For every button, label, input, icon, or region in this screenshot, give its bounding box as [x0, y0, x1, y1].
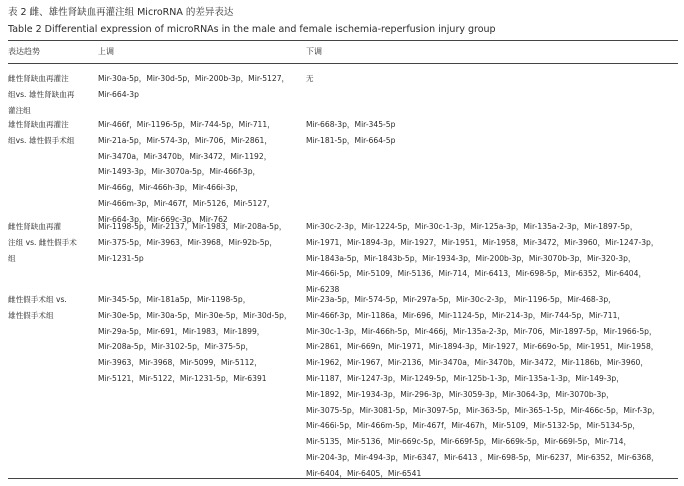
cell-line: Mir-6404，Mir-6405，Mir-6541 — [306, 468, 422, 478]
cell-line: Mir-204-3p，Mir-494-3p，Mir-6347，Mir-6413 ，Mir-698-5p，Mir-6237，Mir-6352，Mir-6368， — [306, 452, 659, 462]
cell-line: Mir-23a-5p，Mir-574-5p，Mir-297a-5p，Mir-30c-2-3p， Mir-1196-5p，Mir-468-3p， — [306, 295, 616, 304]
cell-line: Mir-208a-5p，Mir-3102-5p，Mir-375-5p， — [98, 342, 254, 352]
header-trend: 表达趋势 — [8, 47, 40, 56]
cell-line: 雌性肾缺血再灌 — [8, 222, 62, 231]
downregulated-cell — [306, 292, 680, 482]
cell-line: Mir-1892，Mir-1934-3p，Mir-296-3p，Mir-3059-3p，Mir-3064-3p，Mir-3070b-3p， — [306, 389, 614, 399]
cell-line: Mir-6238 — [306, 285, 340, 295]
trend-cell — [8, 71, 98, 118]
cell-line: Mir-1962，Mir-1967，Mir-2136，Mir-3470a，Mir-3470b，Mir-3472，Mir-1186b，Mir-3960， — [306, 358, 648, 368]
downregulated-cell — [306, 117, 680, 149]
top-rule — [8, 40, 678, 41]
cell-line: Mir-668-3p，Mir-345-5p — [306, 120, 396, 129]
cell-line: 雄性肾缺血再灌注 — [8, 120, 69, 129]
upregulated-cell — [98, 71, 308, 103]
cell-line: Mir-466m-3p，Mir-467f，Mir-5126，Mir-5127， — [98, 198, 275, 208]
cell-line: Mir-375-5p，Mir-3963，Mir-3968，Mir-92b-5p， — [98, 237, 277, 247]
cell-line: Mir-466i-5p，Mir-466m-5p，Mir-467f，Mir-467h，Mir-5109，Mir-5132-5p，Mir-5134-5p， — [306, 421, 640, 431]
bottom-rule — [8, 478, 678, 479]
cell-line: Mir-664-3p，Mir-669c-3p，Mir-762 — [98, 214, 228, 224]
cell-line: Mir-1493-3p，Mir-3070a-5p，Mir-466f-3p， — [98, 167, 261, 177]
cell-line: Mir-3470a，Mir-3470b，Mir-3472，Mir-1192， — [98, 151, 272, 161]
upregulated-cell — [98, 219, 308, 266]
cell-line: Mir-466f，Mir-1196-5p，Mir-744-5p，Mir-711， — [98, 120, 275, 129]
cell-line: Mir-30c-1-3p，Mir-466h-5p，Mir-466j，Mir-135a-2-3p，Mir-706，Mir-1897-5p，Mir-1966-5p， — [306, 326, 657, 336]
cell-line: Mir-466f-3p，Mir-1186a，Mir-696，Mir-1124-5p，Mir-214-3p，Mir-744-5p，Mir-711， — [306, 310, 626, 320]
cell-line: Mir-5135，Mir-5136，Mir-669c-5p，Mir-669f-5p，Mir-669k-5p，Mir-669l-5p，Mir-714， — [306, 437, 632, 447]
cell-line: Mir-466i-5p，Mir-5109，Mir-5136，Mir-714，Mir-6413，Mir-698-5p，Mir-6352，Mir-6404， — [306, 269, 647, 279]
cell-line: 无 — [306, 74, 314, 83]
cell-line: 雌性假手术组 vs. — [8, 295, 67, 304]
cell-line: Mir-345-5p，Mir-181a5p，Mir-1198-5p， — [98, 295, 251, 304]
cell-line: Mir-1971，Mir-1894-3p，Mir-1927，Mir-1951，Mir-1958，Mir-3472，Mir-3960，Mir-1247-3p， — [306, 237, 659, 247]
trend-cell — [8, 292, 98, 324]
cell-line: Mir-3075-5p，Mir-3081-5p，Mir-3097-5p，Mir-363-5p，Mir-365-1-5p，Mir-466c-5p，Mir-f-3p， — [306, 405, 660, 415]
cell-line: 组vs. 雄性肾缺血再 — [8, 89, 75, 99]
cell-line: Mir-1187，Mir-1247-3p，Mir-1249-5p，Mir-125b-1-3p，Mir-135a-1-3p，Mir-149-3p， — [306, 373, 624, 383]
header-upregulated: 上调 — [98, 47, 114, 56]
upregulated-cell — [98, 292, 308, 387]
cell-line: Mir-2861，Mir-669n，Mir-1971，Mir-1894-3p，Mir-1927，Mir-669o-5p，Mir-1951，Mir-1958， — [306, 342, 659, 352]
cell-line: Mir-5121，Mir-5122，Mir-1231-5p，Mir-6391 — [98, 373, 267, 383]
cell-line: Mir-1231-5p — [98, 253, 144, 263]
cell-line: 雄性假手术组 — [8, 310, 54, 320]
cell-line: Mir-30a-5p，Mir-30d-5p，Mir-200b-3p，Mir-5127， — [98, 74, 290, 83]
cell-line: 组 — [8, 253, 16, 263]
cell-line: Mir-466g，Mir-466h-3p，Mir-466i-3p， — [98, 183, 243, 193]
cell-line: Mir-29a-5p，Mir-691，Mir-1983，Mir-1899， — [98, 326, 265, 336]
cell-line: Mir-3963，Mir-3968，Mir-5099，Mir-5112， — [98, 358, 262, 368]
table-caption-cn: 表 2 雌、雄性肾缺血再灌注组 MicroRNA 的差异表达 — [8, 7, 234, 18]
upregulated-cell — [98, 117, 308, 228]
cell-line: Mir-1843a-5p，Mir-1843b-5p，Mir-1934-3p，Mir-200b-3p，Mir-3070b-3p，Mir-320-3p， — [306, 253, 636, 263]
cell-line: Mir-664-3p — [98, 89, 139, 99]
table-caption-en: Table 2 Differential expression of microRNAs in the male and female ischemia-reperfusion injury group — [8, 24, 496, 35]
cell-line: Mir-21a-5p，Mir-574-3p，Mir-706，Mir-2861， — [98, 135, 272, 145]
cell-line: 灌注组 — [8, 105, 31, 115]
cell-line: 雌性肾缺血再灌注 — [8, 74, 69, 83]
downregulated-cell — [306, 219, 680, 298]
cell-line: 组vs. 雄性假手术组 — [8, 135, 75, 145]
cell-line: Mir-181-5p，Mir-664-5p — [306, 135, 396, 145]
cell-line: 注组 vs. 雌性假手术 — [8, 237, 77, 247]
header-downregulated: 下调 — [306, 47, 322, 56]
trend-cell — [8, 117, 98, 149]
downregulated-cell — [306, 71, 680, 87]
cell-line: Mir-30e-5p，Mir-30a-5p，Mir-30e-5p，Mir-30d-5p， — [98, 310, 292, 320]
cell-line: Mir-30c-2-3p，Mir-1224-5p，Mir-30c-1-3p，Mir-125a-3p，Mir-135a-2-3p，Mir-1897-5p， — [306, 222, 638, 231]
cell-line: Mir-1198-5p，Mir-2137，Mir-1983，Mir-208a-5p， — [98, 222, 287, 231]
header-rule — [8, 63, 678, 64]
trend-cell — [8, 219, 98, 266]
